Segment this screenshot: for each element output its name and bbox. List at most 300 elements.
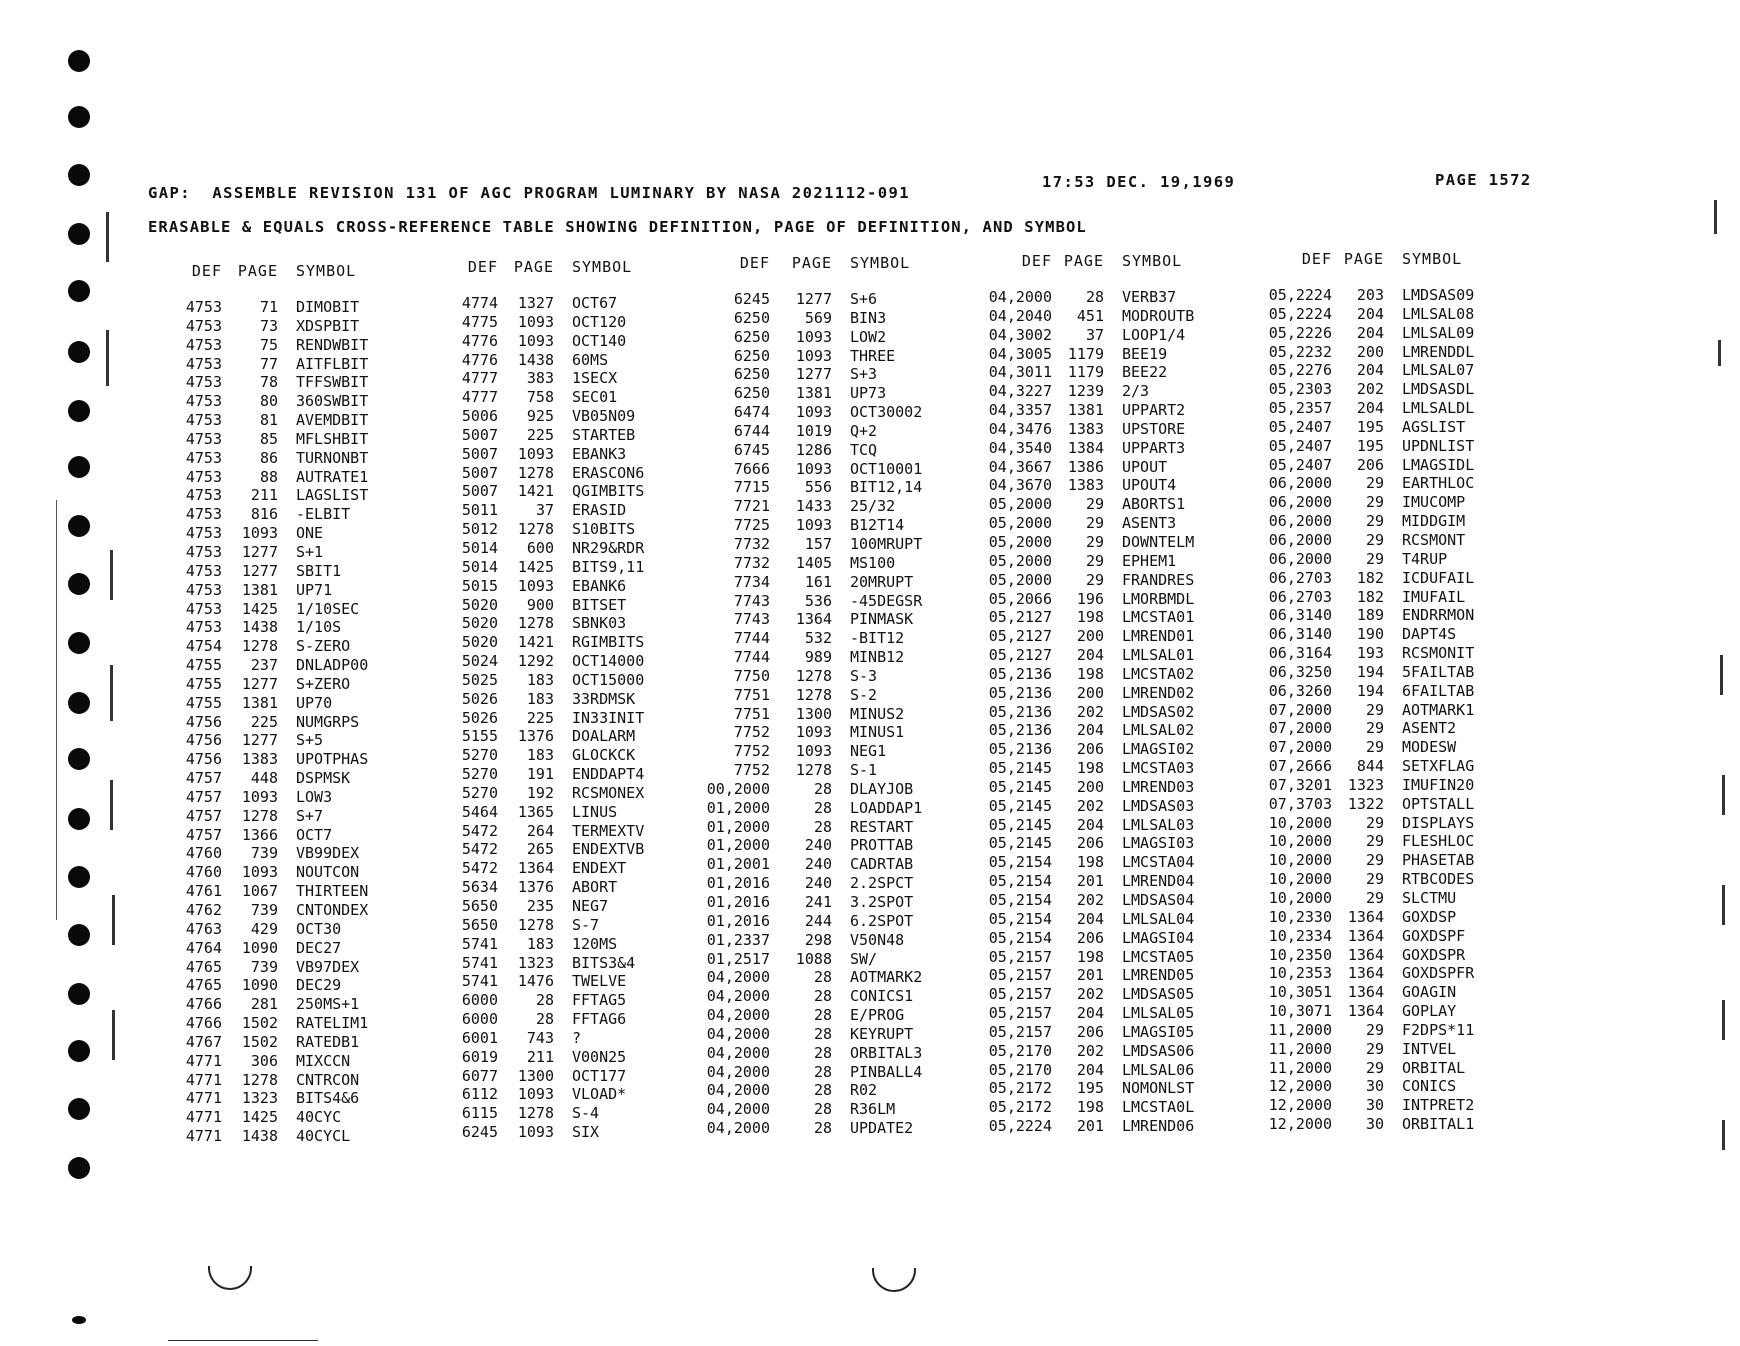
cell-page: 30: [1365, 1115, 1384, 1134]
table-row: [982, 1117, 1272, 1136]
cell-symbol: LMREND01: [1122, 627, 1195, 646]
cell-page: 73: [259, 316, 278, 335]
cell-page: 204: [1076, 1060, 1104, 1079]
cell-symbol: LMREND02: [1122, 683, 1195, 702]
cell-symbol: ENDEXTVB: [572, 840, 645, 859]
punch-hole: [68, 983, 90, 1005]
cell-def: 4764: [185, 938, 222, 957]
cell-symbol: LMCSTA0L: [1122, 1098, 1195, 1117]
table-row: [176, 1052, 446, 1071]
cell-def: 6001: [461, 1028, 498, 1047]
cell-page: 240: [804, 874, 832, 893]
table-row: [176, 524, 446, 543]
cell-page: 198: [1076, 947, 1104, 966]
table-row: [982, 514, 1272, 533]
table-row: [1262, 588, 1552, 607]
cell-page: 37: [535, 501, 554, 520]
cell-page: 1093: [795, 346, 832, 365]
cell-symbol: SW/: [850, 949, 878, 968]
cell-symbol: 25/32: [850, 497, 896, 516]
cell-symbol: 100MRUPT: [850, 534, 923, 553]
cell-symbol: DEC27: [296, 938, 342, 957]
cell-page: 88: [259, 467, 278, 486]
cell-symbol: FFTAG5: [572, 991, 627, 1010]
table-row: [176, 863, 446, 882]
cell-page: 1179: [1067, 363, 1104, 382]
cell-page: 85: [259, 429, 278, 448]
table-row: [1262, 946, 1552, 965]
cell-def: 06,2000: [1268, 512, 1332, 531]
cell-page: 1278: [241, 637, 278, 656]
cell-symbol: LMREND05: [1122, 966, 1195, 985]
table-row: [452, 332, 722, 351]
table-row: [176, 1108, 446, 1127]
cell-page: 201: [1076, 1117, 1104, 1136]
cell-def: 6474: [733, 403, 770, 422]
cell-def: 11,2000: [1268, 1058, 1332, 1077]
cell-page: 1300: [795, 704, 832, 723]
table-row: [706, 987, 1000, 1006]
cell-symbol: LMAGSI04: [1122, 928, 1195, 947]
cell-def: 6250: [733, 384, 770, 403]
cell-def: 4757: [185, 806, 222, 825]
cell-page: 1502: [241, 1014, 278, 1033]
cell-symbol: 40CYC: [296, 1108, 342, 1127]
table-row: [706, 874, 1000, 893]
cell-symbol: PINMASK: [850, 610, 914, 629]
table-row: [452, 935, 722, 954]
cell-def: 05,2000: [988, 514, 1052, 533]
cell-symbol: S+7: [296, 806, 324, 825]
cell-page: 1093: [517, 331, 554, 350]
cell-symbol: LMLSAL05: [1122, 1004, 1195, 1023]
table-row: [982, 703, 1272, 722]
header-page: PAGE: [513, 258, 554, 276]
cell-symbol: LMLSAL07: [1402, 361, 1475, 380]
cell-symbol: LMREND04: [1122, 872, 1195, 891]
cell-page: 240: [804, 855, 832, 874]
cell-symbol: AVEMDBIT: [296, 411, 369, 430]
cell-def: 06,3260: [1268, 681, 1332, 700]
cell-def: 06,2703: [1268, 587, 1332, 606]
header-def: DEF: [1021, 252, 1052, 270]
cell-def: 7721: [733, 497, 770, 516]
cell-symbol: THIRTEEN: [296, 882, 369, 901]
cell-page: 198: [1076, 608, 1104, 627]
table-row: [176, 976, 446, 995]
cell-def: 04,2000: [706, 1119, 770, 1138]
binder-ring-mark: [872, 1268, 916, 1292]
table-row: [706, 799, 1000, 818]
cell-page: 29: [1365, 719, 1384, 738]
cell-def: 6245: [461, 1123, 498, 1142]
cell-def: 05,2145: [988, 759, 1052, 778]
punch-hole: [68, 341, 90, 363]
cell-page: 739: [250, 901, 278, 919]
cell-symbol: 5FAILTAB: [1402, 662, 1475, 681]
cell-page: 29: [1365, 889, 1384, 907]
cell-symbol: LMAGSIDL: [1402, 455, 1475, 474]
punch-hole: [68, 1098, 90, 1120]
cell-def: 10,2000: [1268, 832, 1332, 851]
cell-def: 7715: [733, 478, 770, 497]
cell-page: 1476: [517, 972, 554, 991]
table-row: [176, 505, 446, 524]
cell-def: 05,2303: [1268, 380, 1332, 399]
cell-symbol: R36LM: [850, 1100, 896, 1119]
cell-def: 04,3667: [988, 457, 1052, 476]
table-row: [1262, 493, 1552, 512]
table-row: [452, 596, 722, 615]
table-row: [1262, 437, 1552, 456]
cell-def: 7743: [733, 610, 770, 629]
table-row: [1262, 512, 1552, 531]
cell-page: 1278: [517, 520, 554, 539]
table-row: [706, 328, 1000, 347]
cell-def: 05,2407: [1268, 417, 1332, 436]
cell-page: 739: [250, 844, 278, 863]
cell-page: 28: [535, 1010, 554, 1029]
cell-page: 211: [250, 486, 278, 505]
cell-def: 06,2000: [1268, 493, 1332, 512]
cell-def: 04,2000: [706, 1043, 770, 1062]
cell-symbol: GOXDSPFR: [1402, 964, 1475, 983]
table-row: [176, 581, 446, 600]
cell-symbol: B12T14: [850, 516, 905, 535]
cell-def: 4761: [185, 882, 222, 901]
cell-page: 1088: [795, 949, 832, 968]
cell-symbol: LOOP1/4: [1122, 325, 1186, 344]
table-row: [452, 840, 722, 859]
cell-symbol: DLAYJOB: [850, 779, 914, 798]
cell-page: 204: [1356, 323, 1384, 342]
cell-page: 202: [1076, 796, 1104, 815]
cell-symbol: MIDDGIM: [1402, 512, 1466, 531]
cell-symbol: ABORTS1: [1122, 495, 1186, 514]
cell-page: 265: [526, 840, 554, 859]
cell-symbol: 2.2SPCT: [850, 874, 914, 893]
cell-def: 05,2226: [1268, 323, 1332, 342]
cell-page: 1277: [241, 674, 278, 693]
table-row: [1262, 927, 1552, 946]
cell-page: 204: [1356, 304, 1384, 323]
cell-symbol: ENDDAPT4: [572, 765, 645, 784]
table-row: [176, 355, 446, 374]
cell-page: 29: [1085, 570, 1104, 589]
cell-def: 05,2154: [988, 928, 1052, 947]
cell-symbol: VB99DEX: [296, 844, 360, 863]
table-row: [1262, 870, 1552, 889]
cell-def: 05,2145: [988, 796, 1052, 815]
cell-def: 06,3140: [1268, 606, 1332, 625]
table-row: [452, 464, 722, 483]
header-symbol: SYMBOL: [572, 258, 633, 276]
cell-symbol: S-ZERO: [296, 637, 351, 656]
cell-symbol: AUTRATE1: [296, 467, 369, 486]
cell-symbol: EARTHLOC: [1402, 474, 1475, 493]
table-row: [452, 577, 722, 596]
cell-page: 451: [1076, 306, 1104, 325]
cell-page: 204: [1076, 721, 1104, 740]
cell-def: 05,2000: [988, 551, 1052, 570]
cell-page: 183: [526, 670, 554, 689]
cell-page: 182: [1356, 568, 1384, 587]
header-page: PAGE: [237, 262, 278, 280]
cell-page: 1277: [241, 542, 278, 561]
cell-def: 05,2224: [1268, 286, 1332, 304]
cell-page: 1093: [795, 459, 832, 478]
table-row: [706, 610, 1000, 629]
column-header: [706, 254, 1000, 290]
scan-artifact: [1722, 1120, 1725, 1150]
table-row: [1262, 456, 1552, 475]
table-row: [1262, 380, 1552, 399]
table-row: [982, 401, 1272, 420]
cell-symbol: MIXCCN: [296, 1051, 351, 1070]
table-row: [176, 449, 446, 468]
cell-page: 204: [1076, 1004, 1104, 1023]
header-symbol: SYMBOL: [850, 254, 911, 272]
cell-page: 29: [1085, 495, 1104, 514]
header-symbol: SYMBOL: [1122, 252, 1183, 270]
cell-symbol: OCT14000: [572, 652, 645, 671]
cell-page: 204: [1356, 361, 1384, 380]
cell-def: 05,2145: [988, 815, 1052, 834]
cell-def: 05,2154: [988, 872, 1052, 891]
table-row: [982, 872, 1272, 891]
cell-page: 816: [250, 505, 278, 524]
cell-def: 4777: [461, 388, 498, 407]
cell-def: 01,2016: [706, 911, 770, 930]
table-row: [176, 1071, 446, 1090]
cell-def: 01,2001: [706, 855, 770, 874]
cell-symbol: DNLADP00: [296, 656, 369, 675]
cell-page: 844: [1356, 757, 1384, 776]
cell-symbol: BITSET: [572, 595, 627, 614]
cell-page: 1425: [241, 599, 278, 618]
cell-def: 4775: [461, 312, 498, 331]
column-header: [982, 252, 1272, 288]
cell-page: 37: [1085, 325, 1104, 344]
cell-symbol: GOXDSPF: [1402, 926, 1466, 945]
cell-def: 4753: [185, 580, 222, 599]
cell-symbol: DOWNTELM: [1122, 532, 1195, 551]
table-row: [982, 495, 1272, 514]
punch-hole: [68, 748, 90, 770]
table-row: [176, 373, 446, 392]
table-row: [452, 558, 722, 577]
cell-def: 05,2232: [1268, 342, 1332, 361]
punch-hole: [68, 164, 90, 186]
cell-def: 5007: [461, 463, 498, 482]
cell-symbol: CNTONDEX: [296, 901, 369, 919]
table-row: [452, 407, 722, 426]
cell-page: 1278: [517, 915, 554, 934]
table-row: [1262, 305, 1552, 324]
assembly-timestamp: 17:53 DEC. 19,1969: [1042, 173, 1236, 191]
table-row: [982, 345, 1272, 364]
cell-symbol: 250MS+1: [296, 995, 360, 1014]
cell-page: 195: [1076, 1079, 1104, 1098]
cell-symbol: LMREND06: [1122, 1117, 1195, 1136]
cell-page: 1364: [517, 859, 554, 878]
cell-def: 4753: [185, 561, 222, 580]
cell-page: 1438: [241, 618, 278, 637]
cell-page: 306: [250, 1051, 278, 1070]
table-row: [452, 614, 722, 633]
cell-symbol: OCT30: [296, 919, 342, 938]
table-row: [176, 675, 446, 694]
cell-def: 4756: [185, 750, 222, 769]
cell-page: 192: [526, 783, 554, 802]
cell-symbol: 360SWBIT: [296, 392, 369, 411]
cell-def: 05,2170: [988, 1041, 1052, 1060]
cell-def: 7732: [733, 553, 770, 572]
cell-def: 05,2127: [988, 646, 1052, 665]
cell-symbol: ?: [572, 1028, 582, 1047]
cell-page: 1364: [1347, 1002, 1384, 1021]
punch-hole: [68, 692, 90, 714]
cell-page: 383: [526, 369, 554, 388]
table-row: [982, 1098, 1272, 1117]
xref-column-3: [706, 254, 1000, 1138]
cell-symbol: UPOUT4: [1122, 476, 1177, 495]
cell-def: 04,3540: [988, 438, 1052, 457]
cell-page: 600: [526, 538, 554, 557]
cell-def: 5270: [461, 783, 498, 802]
table-row: [982, 439, 1272, 458]
cell-def: 6250: [733, 346, 770, 365]
cell-def: 4753: [185, 486, 222, 505]
assembly-title: GAP: ASSEMBLE REVISION 131 OF AGC PROGRAM LUMINARY BY NASA 2021112-091: [148, 184, 910, 202]
cell-def: 5270: [461, 765, 498, 784]
table-row: [706, 1025, 1000, 1044]
cell-symbol: LMLSAL01: [1122, 646, 1195, 665]
table-row: [1262, 1059, 1552, 1078]
punch-hole: [68, 400, 90, 422]
table-row: [452, 1123, 722, 1142]
table-row: [1262, 625, 1552, 644]
cell-def: 04,2000: [706, 987, 770, 1006]
cell-def: 5472: [461, 840, 498, 859]
table-row: [706, 968, 1000, 987]
cell-page: 190: [1356, 625, 1384, 644]
cell-def: 7752: [733, 742, 770, 761]
cell-page: 1093: [517, 312, 554, 331]
cell-symbol: GOXDSPR: [1402, 945, 1466, 964]
cell-def: 4771: [185, 1089, 222, 1108]
cell-page: 1381: [1067, 401, 1104, 420]
cell-symbol: V50N48: [850, 930, 905, 949]
table-row: [1262, 343, 1552, 362]
table-row: [176, 600, 446, 619]
punch-hole: [68, 280, 90, 302]
cell-page: 30: [1365, 1077, 1384, 1096]
cell-def: 6000: [461, 1010, 498, 1029]
table-row: [452, 765, 722, 784]
cell-page: 1292: [517, 652, 554, 671]
table-row: [706, 422, 1000, 441]
cell-def: 7751: [733, 685, 770, 704]
table-row: [1262, 851, 1552, 870]
cell-symbol: RESTART: [850, 817, 914, 836]
cell-symbol: SIX: [572, 1123, 600, 1142]
table-row: [706, 629, 1000, 648]
cell-page: 29: [1365, 1058, 1384, 1077]
cell-page: 30: [1365, 1096, 1384, 1115]
cell-page: 196: [1076, 589, 1104, 608]
column-header: [452, 258, 722, 294]
cell-page: 1277: [241, 731, 278, 750]
table-row: [706, 893, 1000, 912]
cell-def: 10,3071: [1268, 1002, 1332, 1021]
cell-page: 1323: [1347, 775, 1384, 794]
cell-symbol: 3.2SPOT: [850, 893, 914, 911]
cell-symbol: FLESHLOC: [1402, 832, 1475, 851]
cell-page: 1365: [517, 802, 554, 821]
cell-def: 05,2145: [988, 777, 1052, 796]
cell-page: 1364: [1347, 983, 1384, 1002]
table-row: [176, 1127, 446, 1146]
cell-symbol: UPDNLIST: [1402, 436, 1475, 455]
cell-def: 10,2000: [1268, 889, 1332, 907]
cell-page: 1093: [241, 787, 278, 806]
table-row: [452, 803, 722, 822]
table-row: [452, 954, 722, 973]
cell-symbol: LMLSAL04: [1122, 909, 1195, 928]
cell-def: 5741: [461, 934, 498, 953]
table-row: [452, 539, 722, 558]
cell-page: 28: [813, 798, 832, 817]
cell-def: 04,3670: [988, 476, 1052, 495]
cell-def: 7744: [733, 629, 770, 648]
cell-symbol: EBANK6: [572, 576, 627, 595]
cell-symbol: S10BITS: [572, 520, 636, 539]
cell-def: 4756: [185, 712, 222, 731]
cell-page: 1421: [517, 482, 554, 501]
cell-def: 05,2170: [988, 1060, 1052, 1079]
cell-symbol: DSPMSK: [296, 769, 351, 788]
cell-page: 1093: [517, 1123, 554, 1142]
cell-def: 04,2040: [988, 306, 1052, 325]
cell-symbol: LOADDAP1: [850, 798, 923, 817]
table-row: [452, 746, 722, 765]
table-row: [706, 1063, 1000, 1082]
punch-hole: [68, 515, 90, 537]
header-symbol: SYMBOL: [1402, 250, 1463, 268]
xref-column-5: [1262, 250, 1552, 1134]
cell-symbol: OCT140: [572, 331, 627, 350]
cell-def: 04,3357: [988, 401, 1052, 420]
cell-def: 6077: [461, 1066, 498, 1085]
table-row: [982, 929, 1272, 948]
header-def: DEF: [739, 254, 770, 272]
header-page: PAGE: [1063, 252, 1104, 270]
cell-symbol: LMLSAL02: [1122, 721, 1195, 740]
cell-symbol: SBNK03: [572, 614, 627, 633]
cell-def: 4753: [185, 524, 222, 543]
table-row: [176, 826, 446, 845]
cell-page: 206: [1076, 928, 1104, 947]
cell-page: 195: [1356, 417, 1384, 436]
cell-symbol: ERASID: [572, 501, 627, 520]
cell-page: 1383: [1067, 476, 1104, 495]
header-page: PAGE: [1343, 250, 1384, 268]
cell-page: 758: [526, 388, 554, 407]
table-row: [1262, 1115, 1552, 1134]
table-row: [982, 307, 1272, 326]
cell-def: 5014: [461, 557, 498, 576]
